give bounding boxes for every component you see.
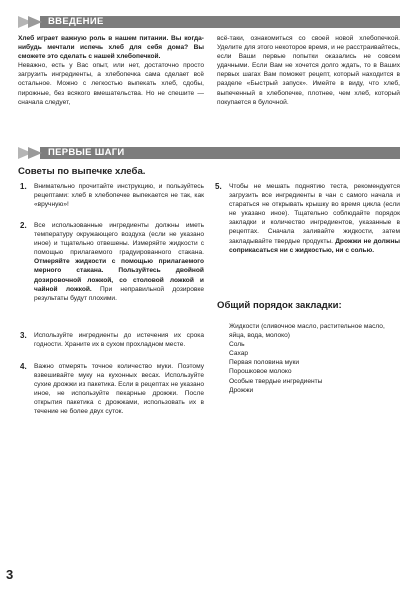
tip-number: 5.: [215, 182, 222, 191]
list-item: Порошковое молоко: [229, 368, 292, 376]
tip-number: 1.: [20, 182, 27, 191]
tip-number: 4.: [20, 362, 27, 371]
tip-number: 2.: [20, 221, 27, 230]
banner-arrow-icon: [28, 147, 42, 159]
tip-item-4: [20, 362, 204, 417]
tip-bold-text: Дрожжи не должны соприкасаться ни с жидкостью, ни с солью.: [229, 237, 400, 254]
list-item: Особые твердые ингредиенты: [229, 377, 323, 385]
loading-order-list: [229, 322, 394, 395]
tip-text: Используйте ингредиенты до истечения их срока годности. Храните их в сухом прохладном месте.: [34, 332, 204, 349]
intro-left-column: [18, 34, 204, 107]
tip-text-a: Все использованные ингредиенты должны иметь температуру окружающего воздуха (если не указано иное) и тщательно отвешены. Измеряйте жидкости с помощью прилагаемого градуированного стакана.: [34, 222, 204, 257]
list-item: Жидкости (сливочное масло, растительное масло, яйца, вода, молоко): [229, 323, 385, 340]
tip-bold-text: Отмеряйте жидкости с помощью прилагаемого мерного стакана. Пользуйтесь двойной дозировочной ложкой, со столовой ложкой и чайной ложкой.: [34, 258, 204, 293]
tip-text: Важно отмерять точное количество муки. Поэтому взвешивайте муку на кухонных весах. Используйте сухие дрожжи из пакетика. Если в рецептах не указано иное, не используйте пекарные дрожжи. После открытия пакетика с дрожжами, использовать их в течение не более двух суток.: [34, 363, 204, 416]
list-item: Сахар: [229, 350, 249, 358]
tip-text-b: При неправильной дозировке результаты будут плохими.: [34, 285, 204, 302]
tip-item-1: [20, 182, 204, 209]
tip-number: 3.: [20, 331, 27, 340]
loading-order-heading: Общий порядок закладки:: [217, 300, 342, 311]
tip-item-5: [215, 182, 400, 255]
list-item: Дрожжи: [229, 386, 254, 394]
page-number: 3: [6, 567, 14, 582]
tip-item-2: [20, 221, 204, 303]
banner-title: ПЕРВЫЕ ШАГИ: [48, 147, 125, 158]
tip-text: [229, 182, 400, 255]
intro-lead: Хлеб играет важную роль в нашем питании. Вы когда-нибудь мечтали испечь хлеб для себя дома? Вы сможете это сделать с нашей хлебопечкой.: [18, 35, 204, 61]
intro-paragraph: Неважно, есть у Вас опыт, или нет, достаточно просто загрузить ингредиенты, а хлебопечка сама сделает всё остальное. Можно с легкостью выпекать хлеб, сдобы, пирожные, без всякого вмешательства. Но не спешите — сначала следует,: [18, 62, 204, 106]
banner-arrow-icon: [28, 16, 42, 28]
section-banner-intro: [18, 16, 400, 28]
tips-heading: Советы по выпечке хлеба.: [18, 166, 146, 177]
tip-text: Внимательно прочитайте инструкцию, и пользуйтесь рецептами: хлеб в хлебопечке выпекается не так, как «вручную»!: [34, 183, 204, 209]
banner-title: ВВЕДЕНИЕ: [48, 16, 104, 27]
intro-right-column: [217, 34, 400, 107]
tip-text-a: Чтобы не мешать поднятию теста, рекомендуется загрузить все ингредиенты в чан с самого начала и стараться не открывать крышку во время цикла (если не указано иное). Тщательно соблюдайте порядок закладки и количество ингредиентов, указанные в рецептах. Сначала заливайте жидкости, затем закладывайте твердые продукты.: [229, 183, 400, 245]
tip-text: [34, 221, 204, 303]
tip-item-3: [20, 331, 204, 349]
section-banner-first-steps: [18, 147, 400, 159]
intro-paragraph-continued: всё-таки, ознакомиться со своей новой хлебопечкой. Уделите для этого некоторое время, и не расстраивайтесь, если Ваши первые попытки оказались не совсем удачными. Если Вам не хочется долго ждать, то в Ваших первых шагах Вам поможет рецепт, который находится в разделе «Быстрый запуск». Имейте в виду, что хлеб, выпеченный в хлебопечке, плотнее, чем хлеб, который покупается в булочной.: [217, 35, 400, 106]
list-item: Первая половина муки: [229, 359, 300, 367]
list-item: Соль: [229, 341, 245, 349]
